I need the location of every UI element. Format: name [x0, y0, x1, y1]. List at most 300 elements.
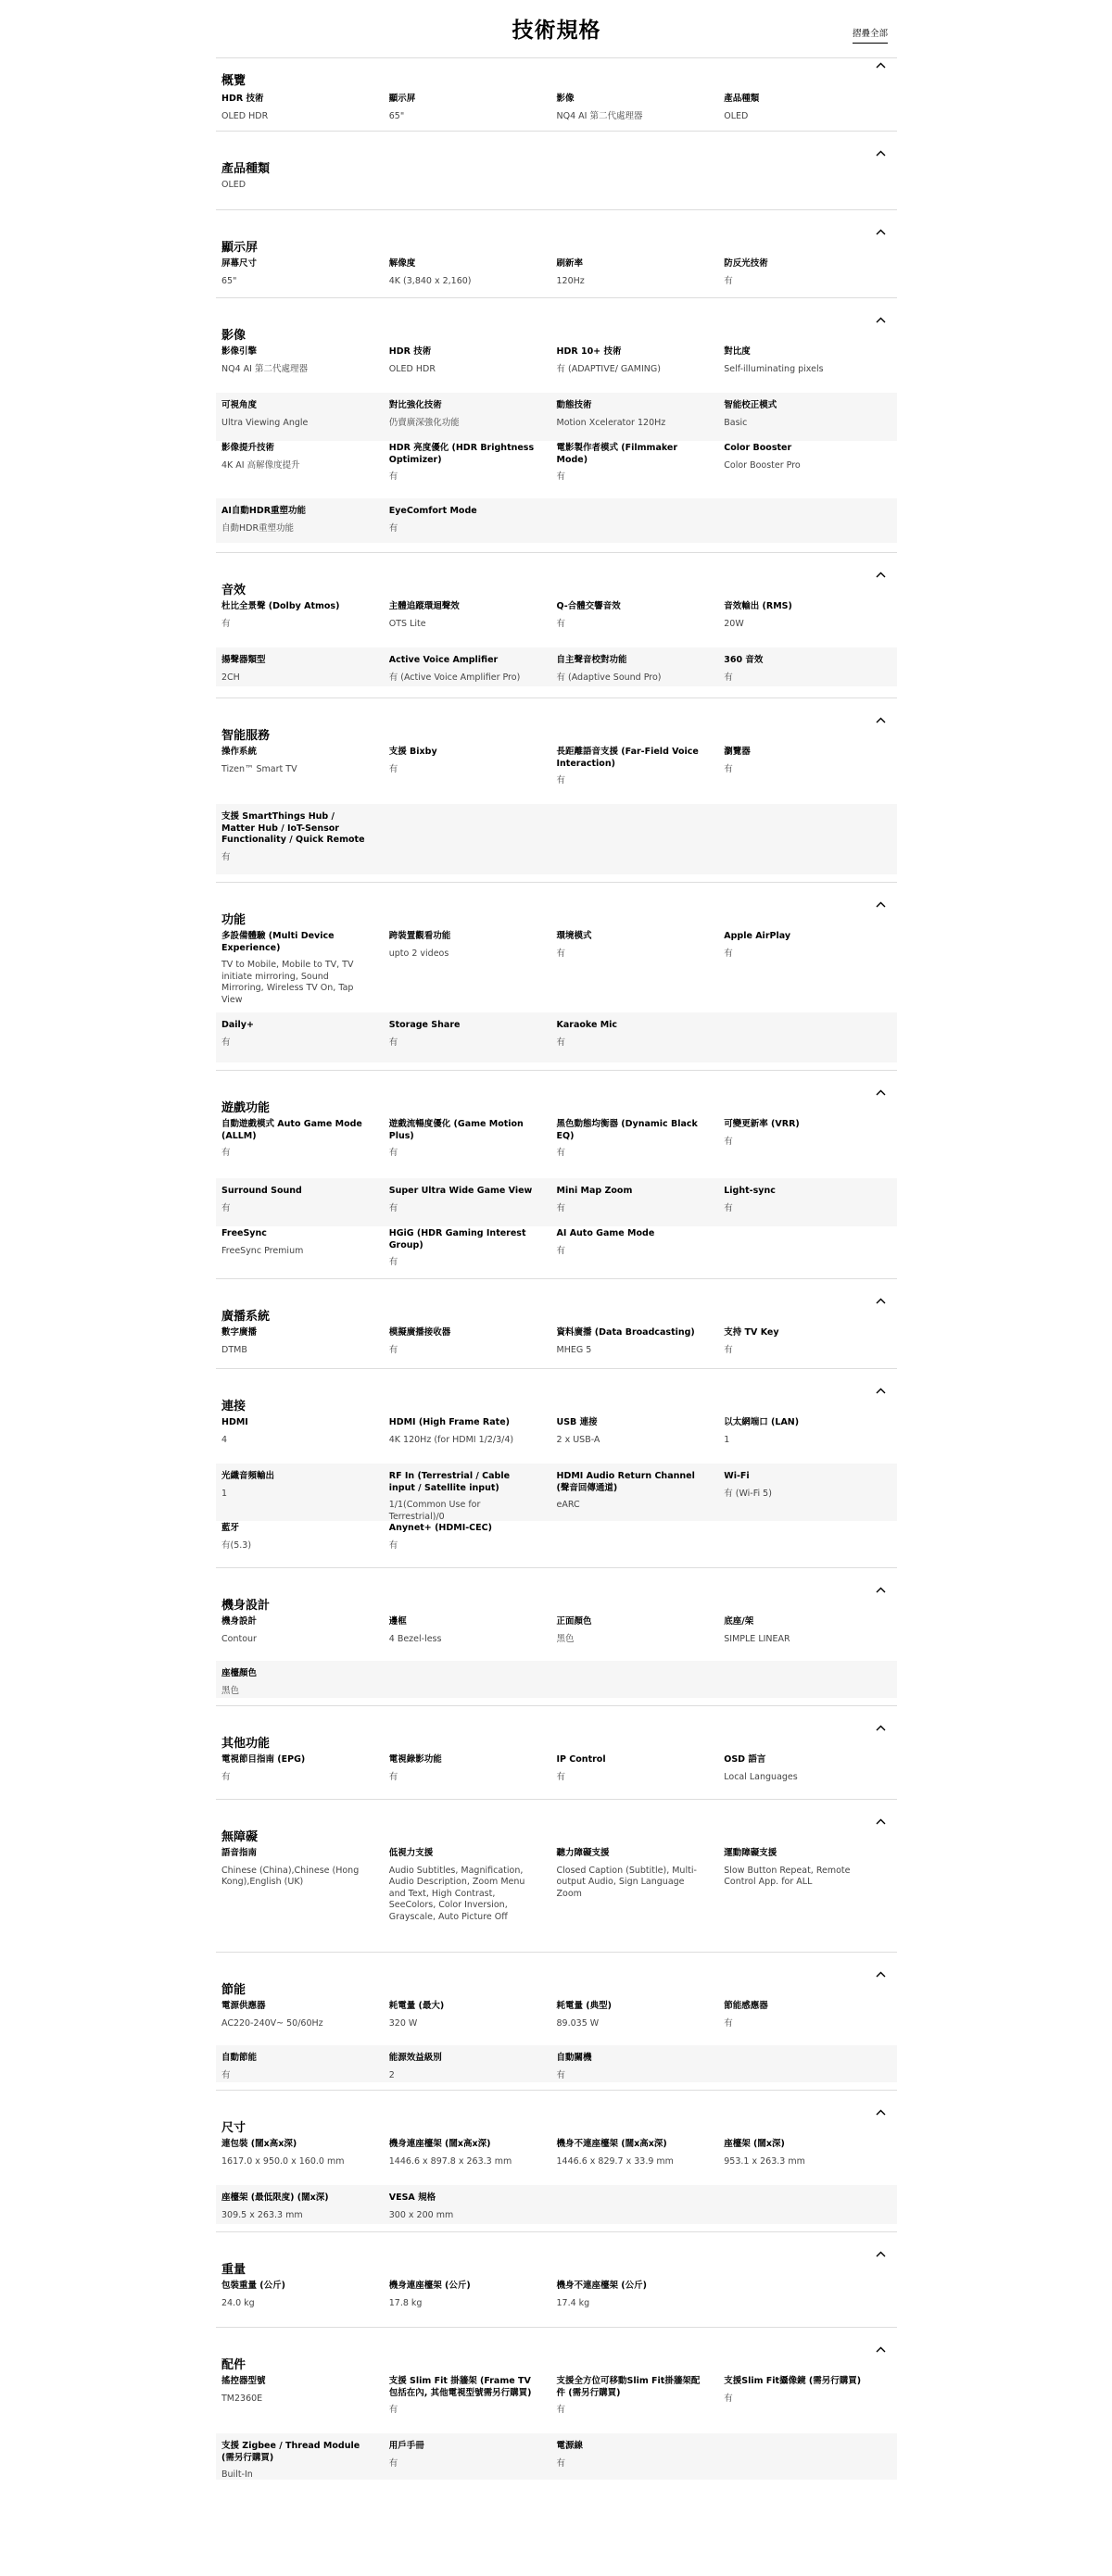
spec-value: 有: [388, 1148, 398, 1159]
spec-section: [216, 1799, 897, 1952]
spec-item: [221, 1228, 389, 1271]
spec-value: 有: [556, 1245, 566, 1256]
spec-row: [216, 498, 897, 543]
spec-row: [216, 345, 897, 393]
section-title: 遊戲功能: [221, 1101, 271, 1115]
spec-label: Karaoke Mic: [556, 1020, 618, 1030]
spec-value: TV to Mobile, Mobile to TV, TV initiate mirroring, Sound Mirroring, Wireless TV On, Tap View: [221, 960, 354, 1005]
spec-label: 運動障礙支援: [724, 1848, 777, 1858]
spec-value: 有: [388, 471, 398, 483]
spec-value: AC220-240V~ 50/60Hz: [221, 2017, 323, 2029]
spec-label: 防反光技術: [724, 258, 768, 269]
spec-row: [216, 2185, 897, 2224]
spec-item: [724, 931, 891, 1012]
chevron-up-icon[interactable]: [876, 2251, 886, 2257]
spec-label: 智能校正模式: [724, 400, 777, 410]
spec-value: 有: [724, 1344, 733, 1355]
section-header[interactable]: [216, 1800, 897, 1846]
spec-value: Audio Subtitles, Magnification, Audio Description, Zoom Menu and Text, High Contrast, SeeColors, Color Inversion, Grayscale, Auto Picture Off: [388, 1865, 525, 1922]
spec-value: 有: [388, 1037, 398, 1048]
spec-item: [221, 94, 389, 121]
section-header[interactable]: [216, 553, 897, 599]
spec-label: 座檯顏色: [221, 1668, 258, 1678]
spec-item: [221, 2281, 389, 2318]
spec-item: [724, 655, 891, 686]
spec-label: HDMI Audio Return Channel (聲音回傳通道): [556, 1471, 695, 1493]
section-header[interactable]: [216, 2091, 897, 2137]
spec-row: [216, 2279, 897, 2318]
spec-label: 電視節目指南 (EPG): [221, 1754, 306, 1765]
spec-label: 低視力支援: [388, 1848, 434, 1858]
spec-item: [221, 2139, 389, 2185]
spec-label: 電源供應器: [221, 2001, 266, 2011]
spec-item: [557, 1848, 725, 1941]
spec-label: 影像提升技術: [221, 443, 275, 453]
spec-label: 長距離語音支援 (Far-Field Voice Interaction): [556, 747, 699, 769]
spec-item: [724, 2139, 891, 2185]
spec-label: Light-sync: [724, 1186, 776, 1196]
spec-value: 有: [724, 2017, 733, 2029]
section-body: [216, 1615, 897, 1705]
spec-section: [216, 1952, 897, 2090]
spec-value: 1446.6 x 829.7 x 33.9 mm: [556, 2155, 674, 2167]
spec-value: Chinese (China),Chinese (Hong Kong),English (UK): [221, 1865, 360, 1888]
spec-value: Color Booster Pro: [724, 459, 801, 471]
spec-label: VESA 規格: [388, 2193, 436, 2203]
spec-section: [216, 1070, 897, 1278]
spec-item: [557, 1616, 725, 1661]
spec-value: 4 Bezel-less: [388, 1633, 442, 1644]
spec-label: 正面顏色: [556, 1616, 592, 1627]
spec-label: 對比度: [724, 346, 751, 357]
spec-value: 有(5.3): [221, 1539, 252, 1551]
section-title: 產品種類: [221, 162, 271, 176]
spec-value: OLED HDR: [388, 363, 436, 374]
spec-value: MHEG 5: [556, 1344, 592, 1355]
spec-item: [557, 2441, 725, 2480]
spec-row: [216, 599, 897, 647]
spec-value: FreeSync Premium: [221, 1245, 304, 1256]
spec-label: 遊戲流暢度優化 (Game Motion Plus): [388, 1119, 524, 1141]
chevron-up-icon[interactable]: [876, 717, 886, 723]
spec-label: 刷新率: [556, 258, 584, 269]
spec-value: 4K 120Hz (for HDMI 1/2/3/4): [388, 1434, 514, 1445]
spec-item: [389, 2441, 557, 2480]
spec-label: Daily+: [221, 1020, 254, 1030]
spec-label: AI自動HDR重塑功能: [221, 506, 307, 516]
spec-value: 89.035 W: [556, 2017, 600, 2029]
spec-label: 自動節能: [221, 2053, 258, 2063]
chevron-up-icon[interactable]: [876, 1298, 886, 1304]
spec-label: 支援 Bixby: [388, 747, 437, 757]
section-title: 顯示屏: [221, 241, 259, 255]
spec-item: [221, 1471, 389, 1521]
spec-item: [221, 1020, 389, 1062]
spec-value: Self-illuminating pixels: [724, 363, 824, 374]
spec-section: [216, 697, 897, 882]
spec-label: 機身不連座檯架 (闊x高x深): [556, 2139, 667, 2149]
spec-label: 電影製作者模式 (Filmmaker Mode): [556, 443, 678, 465]
spec-label: Mini Map Zoom: [556, 1186, 633, 1196]
spec-label: 聽力障礙支援: [556, 1848, 610, 1858]
spec-value: Tizen™ Smart TV: [221, 763, 297, 774]
spec-item: [221, 931, 389, 1012]
spec-label: 環境模式: [556, 931, 592, 941]
spec-value: 24.0 kg: [221, 2297, 255, 2308]
spec-item: [389, 655, 557, 686]
spec-value: 1617.0 x 950.0 x 160.0 mm: [221, 2155, 345, 2167]
section-header[interactable]: [216, 1568, 897, 1615]
spec-value: 309.5 x 263.3 mm: [221, 2209, 303, 2220]
spec-label: 可變更新率 (VRR): [724, 1119, 800, 1129]
spec-value: 有: [556, 1037, 566, 1048]
section-header[interactable]: [216, 210, 897, 257]
spec-value: 有 (Adaptive Sound Pro): [556, 672, 662, 683]
chevron-up-icon[interactable]: [876, 1971, 886, 1978]
chevron-up-icon[interactable]: [876, 1089, 886, 1096]
spec-label: 主體追蹤環迴聲效: [388, 601, 460, 611]
spec-section: [216, 1278, 897, 1368]
section-body: [216, 2137, 897, 2231]
spec-label: 音效輸出 (RMS): [724, 601, 792, 611]
spec-value: 4: [221, 1434, 228, 1445]
spec-value: Closed Caption (Subtitle), Multi-output Audio, Sign Language Zoom: [556, 1865, 697, 1899]
spec-item: [221, 747, 389, 804]
section-title: 功能: [221, 913, 246, 927]
spec-item: [221, 2001, 389, 2045]
spec-value: 有: [388, 763, 398, 774]
chevron-up-icon[interactable]: [876, 1818, 886, 1825]
spec-item: [221, 1668, 389, 1698]
section-header[interactable]: [216, 58, 897, 90]
spec-item: [221, 601, 389, 647]
spec-value: 有: [724, 1136, 733, 1147]
spec-value: 300 x 200 mm: [388, 2209, 454, 2220]
spec-item: [389, 1417, 557, 1464]
spec-value: Motion Xcelerator 120Hz: [556, 417, 666, 428]
section-header[interactable]: [216, 1369, 897, 1415]
section-header[interactable]: [216, 298, 897, 345]
section-header[interactable]: [216, 883, 897, 929]
spec-item: [557, 1228, 725, 1271]
spec-label: HDR 亮度優化 (HDR Brightness Optimizer): [388, 443, 535, 465]
section-title: 音效: [221, 584, 246, 597]
spec-value: 有: [388, 1202, 398, 1213]
spec-item: [724, 1119, 891, 1178]
chevron-up-icon[interactable]: [876, 150, 886, 157]
spec-value: 有: [221, 1037, 231, 1048]
spec-item: [389, 931, 557, 1012]
spec-label: 支援 SmartThings Hub / Matter Hub / IoT-Sensor Functionality / Quick Remote: [221, 811, 365, 846]
spec-value: 有: [556, 2069, 566, 2080]
spec-value: 953.1 x 263.3 mm: [724, 2155, 805, 2167]
spec-value: 有 (Wi-Fi 5): [724, 1488, 772, 1499]
chevron-up-icon[interactable]: [876, 62, 886, 69]
spec-row: [216, 929, 897, 1012]
spec-value: 有: [221, 618, 231, 629]
spec-item: [724, 1327, 891, 1359]
spec-label: 耗電量 (典型): [556, 2001, 612, 2011]
spec-item: [557, 258, 725, 286]
spec-label: Storage Share: [388, 1020, 461, 1030]
spec-label: 產品種類: [724, 94, 760, 104]
spec-section: [216, 2090, 897, 2231]
spec-value: 有: [221, 2069, 231, 2080]
spec-item: [389, 400, 557, 441]
spec-item: [389, 2139, 557, 2185]
spec-item: [389, 1020, 557, 1062]
spec-row: [216, 1615, 897, 1661]
spec-value: 有: [221, 851, 231, 862]
spec-header: [216, 0, 897, 57]
spec-value: 有: [556, 618, 566, 629]
spec-row: [216, 1178, 897, 1226]
spec-label: 顯示屏: [388, 94, 416, 104]
chevron-up-icon[interactable]: [876, 2346, 886, 2353]
spec-label: 對比強化技術: [388, 400, 442, 410]
spec-page: [216, 0, 897, 2485]
section-header[interactable]: [216, 2328, 897, 2374]
spec-item: [557, 1020, 725, 1062]
spec-item: [221, 258, 389, 286]
spec-value: 自動HDR重塑功能: [221, 522, 295, 534]
section-body: [216, 2374, 897, 2485]
spec-row: [216, 178, 897, 198]
section-title: 配件: [221, 2358, 246, 2372]
spec-label: 支援 Slim Fit 掛牆架 (Frame TV 包括在內, 其他電視型號需另行購買): [388, 2376, 532, 2398]
spec-label: Anynet+ (HDMI-CEC): [388, 1523, 492, 1533]
spec-label: 揚聲器類型: [221, 655, 266, 665]
spec-item: [724, 2376, 891, 2433]
section-header[interactable]: [216, 2232, 897, 2279]
spec-value: 有: [724, 275, 733, 286]
section-header[interactable]: [216, 1953, 897, 1999]
spec-label: RF In (Terrestrial / Cable input / Satellite input): [388, 1471, 511, 1493]
spec-item: [221, 180, 389, 198]
section-body: [216, 1846, 897, 1952]
spec-value: 1446.6 x 897.8 x 263.3 mm: [388, 2155, 512, 2167]
spec-label: Color Booster: [724, 443, 792, 453]
spec-item: [389, 94, 557, 121]
spec-value: 1: [221, 1488, 228, 1499]
spec-value: DTMB: [221, 1344, 247, 1355]
spec-label: 支援 Zigbee / Thread Module (需另行購買): [221, 2441, 360, 2463]
spec-value: 有: [221, 1148, 231, 1159]
spec-item: [221, 400, 389, 441]
spec-value: 有: [556, 775, 566, 786]
section-title: 廣播系統: [221, 1310, 271, 1324]
chevron-up-icon[interactable]: [876, 317, 886, 323]
spec-label: Surround Sound: [221, 1186, 302, 1196]
spec-row: [216, 2045, 897, 2082]
spec-row: [216, 2137, 897, 2185]
spec-value: eARC: [556, 1500, 580, 1511]
spec-value: Contour: [221, 1633, 257, 1644]
spec-value: 有: [556, 2457, 566, 2469]
section-body: [216, 345, 897, 552]
spec-item: [221, 811, 389, 874]
spec-label: 黑色動態均衡器 (Dynamic Black EQ): [556, 1119, 698, 1141]
spec-value: 20W: [724, 618, 744, 629]
spec-label: 可視角度: [221, 400, 258, 410]
spec-label: EyeComfort Mode: [388, 506, 477, 516]
spec-value: OTS Lite: [388, 618, 426, 629]
section-body: [216, 929, 897, 1070]
spec-label: 瀏覽器: [724, 747, 751, 757]
spec-item: [557, 1754, 725, 1790]
chevron-up-icon[interactable]: [876, 229, 886, 235]
spec-label: HDMI: [221, 1417, 248, 1427]
spec-row: [216, 1999, 897, 2045]
section-header[interactable]: [216, 1706, 897, 1753]
spec-row: [216, 1661, 897, 1698]
spec-label: OSD 語言: [724, 1754, 766, 1765]
spec-item: [221, 2441, 389, 2480]
spec-item: [557, 346, 725, 393]
section-header[interactable]: [216, 1279, 897, 1326]
spec-value: 有: [388, 2457, 398, 2469]
chevron-up-icon[interactable]: [876, 1587, 886, 1593]
spec-label: 搖控器型號: [221, 2376, 266, 2386]
spec-value: 1/1(Common Use for Terrestrial)/0: [388, 1500, 481, 1522]
spec-value: Basic: [724, 417, 748, 428]
spec-item: [389, 1119, 557, 1178]
spec-value: 有 (ADAPTIVE/ GAMING): [556, 363, 661, 374]
spec-value: 有: [556, 2405, 566, 2416]
spec-item: [557, 2376, 725, 2433]
section-body: [216, 745, 897, 882]
chevron-up-icon[interactable]: [876, 2109, 886, 2116]
spec-value: 有: [724, 763, 733, 774]
spec-item: [221, 346, 389, 393]
spec-value: 65": [388, 110, 405, 121]
spec-value: 1: [724, 1434, 730, 1445]
spec-row: [216, 1846, 897, 1941]
spec-item: [221, 2053, 389, 2082]
spec-value: TM2360E: [221, 2393, 263, 2404]
spec-item: [221, 443, 389, 498]
spec-row: [216, 804, 897, 874]
spec-row: [216, 1012, 897, 1062]
spec-item: [389, 2193, 557, 2224]
section-header[interactable]: [216, 1071, 897, 1117]
spec-item: [221, 1616, 389, 1661]
section-body: [216, 1326, 897, 1368]
chevron-up-icon[interactable]: [876, 901, 886, 908]
spec-value: 有 (Active Voice Amplifier Pro): [388, 672, 521, 683]
spec-item: [389, 1228, 557, 1271]
spec-label: 操作系統: [221, 747, 258, 757]
spec-item: [724, 1417, 891, 1464]
section-body: [216, 257, 897, 297]
spec-value: 有: [556, 471, 566, 483]
spec-item: [389, 1848, 557, 1941]
spec-item: [221, 655, 389, 686]
spec-label: 底座/架: [724, 1616, 754, 1627]
spec-section: [216, 2231, 897, 2327]
spec-item: [389, 1616, 557, 1661]
spec-item: [557, 931, 725, 1012]
spec-label: 支持 TV Key: [724, 1327, 779, 1338]
section-title: 智能服務: [221, 729, 271, 743]
spec-section: [216, 131, 897, 209]
spec-section: [216, 1567, 897, 1705]
spec-item: [724, 400, 891, 441]
spec-item: [724, 258, 891, 286]
spec-row: [216, 92, 897, 121]
spec-value: 2CH: [221, 672, 240, 683]
section-title: 尺寸: [221, 2121, 246, 2135]
spec-row: [216, 1521, 897, 1558]
spec-value: OLED: [724, 110, 749, 121]
spec-label: Apple AirPlay: [724, 931, 791, 941]
section-title: 無障礙: [221, 1830, 259, 1844]
spec-item: [557, 1471, 725, 1521]
chevron-up-icon[interactable]: [876, 572, 886, 578]
section-body: [216, 1999, 897, 2090]
section-header[interactable]: [216, 132, 897, 178]
spec-label: 支援Slim Fit攝像鏡 (需另行購買): [724, 2376, 862, 2386]
spec-item: [557, 1119, 725, 1178]
spec-item: [221, 1327, 389, 1359]
spec-value: 有: [388, 522, 398, 534]
spec-item: [389, 1327, 557, 1359]
spec-item: [221, 1417, 389, 1464]
spec-row: [216, 1326, 897, 1359]
spec-value: NQ4 AI 第二代處理器: [556, 110, 643, 121]
spec-value: 有: [556, 948, 566, 959]
spec-label: 杜比全景聲 (Dolby Atmos): [221, 601, 340, 611]
spec-item: [389, 2281, 557, 2318]
spec-item: [389, 2053, 557, 2082]
spec-item: [221, 1186, 389, 1226]
spec-value: 有: [388, 2405, 398, 2416]
spec-item: [221, 2376, 389, 2433]
spec-label: 屏幕尺寸: [221, 258, 258, 269]
spec-label: 機身不連座檯架 (公斤): [556, 2281, 647, 2291]
section-title: 連接: [221, 1400, 246, 1414]
section-title: 節能: [221, 1983, 246, 1997]
chevron-up-icon[interactable]: [876, 1725, 886, 1731]
spec-label: 影像引擎: [221, 346, 258, 357]
spec-item: [557, 2001, 725, 2045]
spec-row: [216, 1226, 897, 1271]
spec-label: 藍牙: [221, 1523, 240, 1533]
spec-row: [216, 2374, 897, 2433]
spec-item: [221, 1523, 389, 1558]
spec-item: [724, 346, 891, 393]
spec-label: 多設備體驗 (Multi Device Experience): [221, 931, 335, 953]
spec-item: [389, 258, 557, 286]
spec-value: 17.4 kg: [556, 2297, 590, 2308]
spec-label: Active Voice Amplifier: [388, 655, 499, 665]
spec-section: [216, 1368, 897, 1567]
spec-item: [221, 506, 389, 543]
collapse-all-link[interactable]: 摺疊全部: [853, 29, 888, 44]
spec-row: [216, 1117, 897, 1178]
section-body: [216, 2279, 897, 2327]
spec-item: [724, 1848, 891, 1941]
spec-row: [216, 1753, 897, 1790]
section-header[interactable]: [216, 698, 897, 745]
spec-label: 電源線: [556, 2441, 584, 2451]
spec-label: 支援全方位可移動Slim Fit掛牆架配件 (需另行購買): [556, 2376, 701, 2398]
spec-label: 以太網端口 (LAN): [724, 1417, 800, 1427]
spec-label: 語音指南: [221, 1848, 258, 1858]
spec-value: 4K AI 高解像度提升: [221, 459, 300, 471]
spec-item: [557, 1186, 725, 1226]
chevron-up-icon[interactable]: [876, 1388, 886, 1394]
